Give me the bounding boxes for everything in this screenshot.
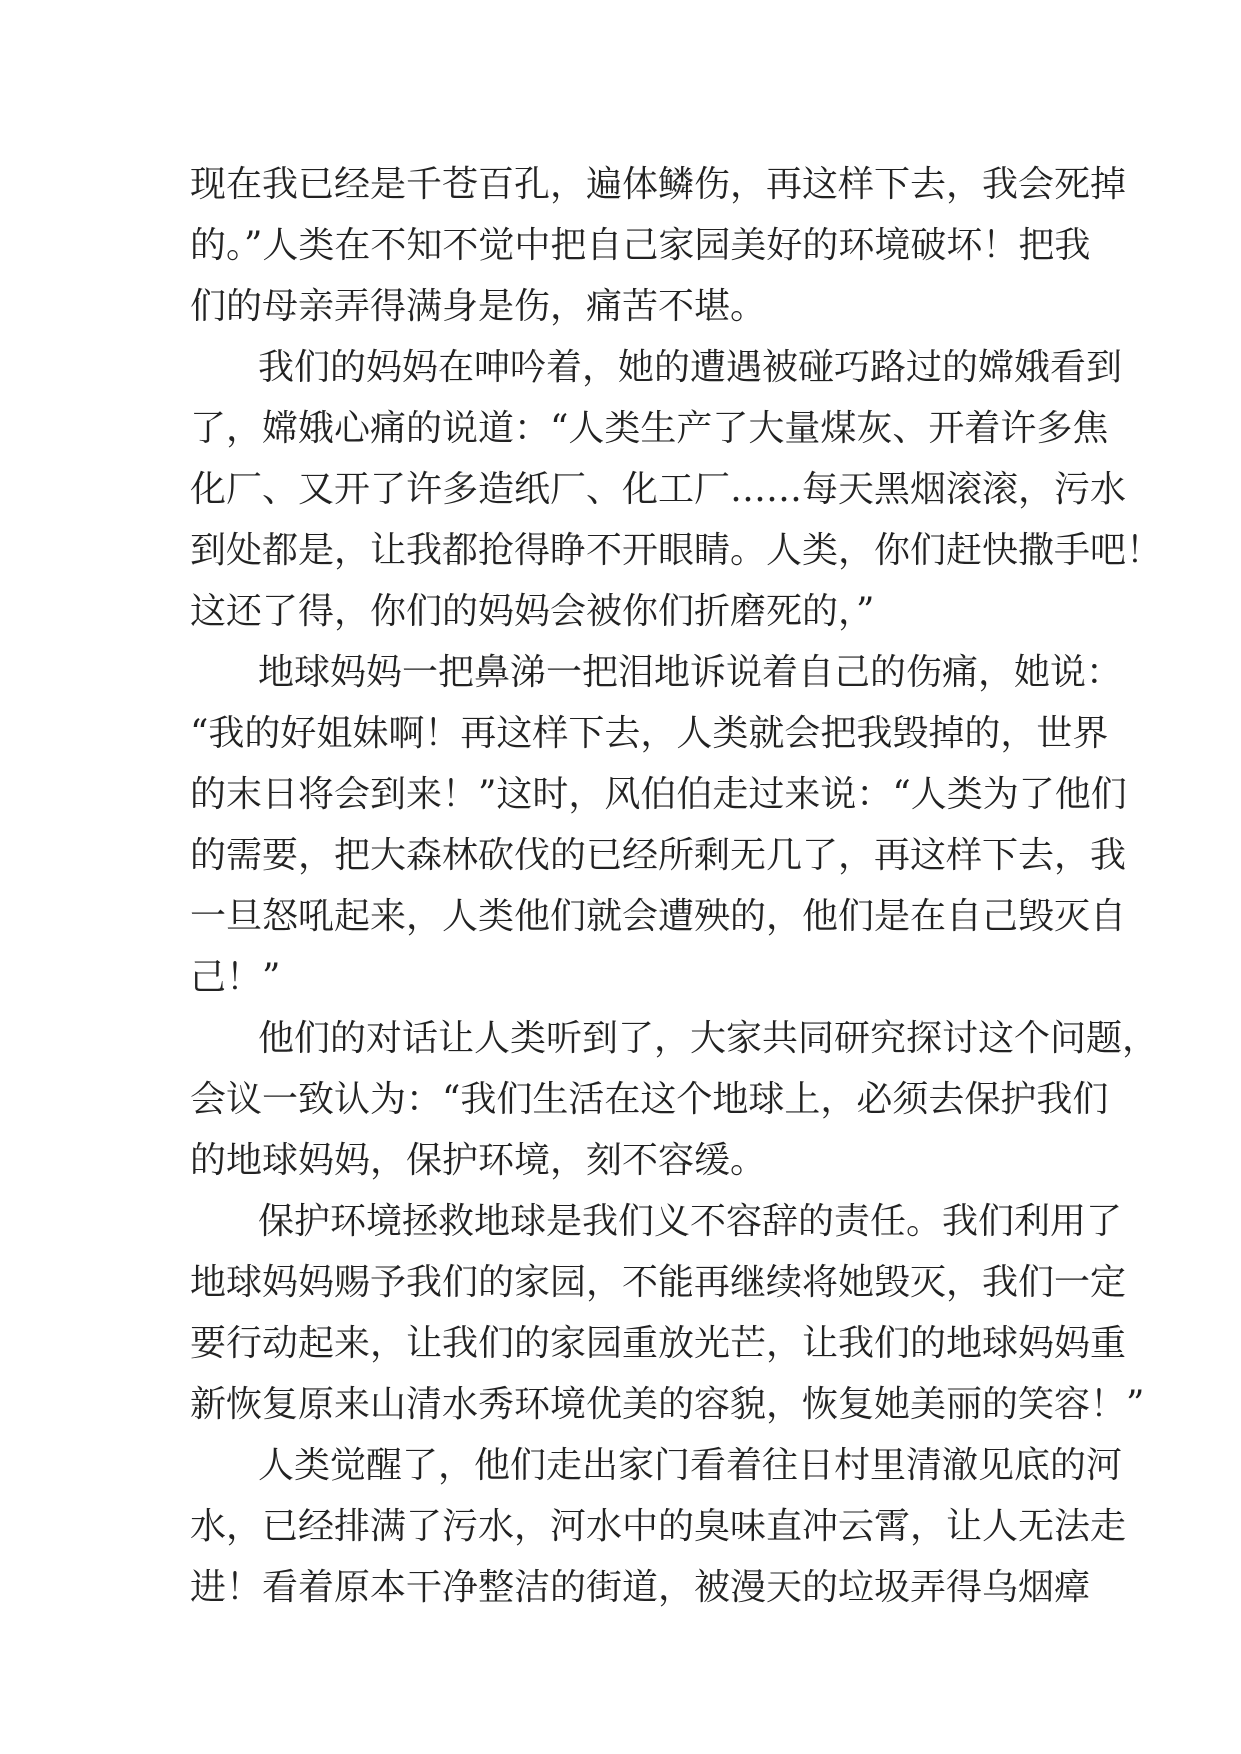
- text-line: 地球妈妈赐予我们的家园，不能再继续将她毁灭，我们一定: [190, 1262, 1127, 1303]
- text-line: 他们的对话让人类听到了，大家共同研究探讨这个问题，: [258, 1018, 1159, 1059]
- text-line: 要行动起来，让我们的家园重放光芒，让我们的地球妈妈重: [190, 1323, 1127, 1364]
- text-line: 的需要，把大森林砍伐的已经所剩无几了，再这样下去，我: [190, 835, 1127, 876]
- text-line: 人类觉醒了，他们走出家门看着往日村里清澈见底的河: [258, 1445, 1123, 1486]
- text-line: 这还了得，你们的妈妈会被你们折磨死的，”: [190, 591, 875, 632]
- document-body: [190, 154, 1163, 1618]
- text-line: 一旦怒吼起来，人类他们就会遭殃的，他们是在自己毁灭自: [190, 896, 1127, 937]
- text-line: 的末日将会到来！”这时，风伯伯走过来说：“人类为了他们: [190, 774, 1127, 815]
- text-line: 到处都是，让我都抢得睁不开眼睛。人类，你们赶快撒手吧！: [190, 530, 1163, 571]
- text-line: 进！看着原本干净整洁的街道，被漫天的垃圾弄得乌烟瘴: [190, 1567, 1091, 1608]
- text-line: 了，嫦娥心痛的说道：“人类生产了大量煤灰、开着许多焦: [190, 408, 1109, 449]
- text-line: “我的好姐妹啊！再这样下去，人类就会把我毁掉的，世界: [190, 713, 1109, 754]
- text-line: 化厂、又开了许多造纸厂、化工厂……每天黑烟滚滚，污水: [190, 469, 1127, 510]
- text-line: 保护环境拯救地球是我们义不容辞的责任。我们利用了: [258, 1201, 1123, 1242]
- text-line: 地球妈妈一把鼻涕一把泪地诉说着自己的伤痛，她说：: [258, 652, 1123, 693]
- text-line: 水，已经排满了污水，河水中的臭味直冲云霄，让人无法走: [190, 1506, 1127, 1547]
- text-line: 的地球妈妈，保护环境，刻不容缓。: [190, 1140, 767, 1181]
- text-line: 新恢复原来山清水秀环境优美的容貌，恢复她美丽的笑容！”: [190, 1384, 1145, 1425]
- text-line: 我们的妈妈在呻吟着，她的遭遇被碰巧路过的嫦娥看到: [258, 347, 1123, 388]
- text-line: 会议一致认为：“我们生活在这个地球上，必须去保护我们: [190, 1079, 1109, 1120]
- text-line: 己！”: [190, 957, 281, 998]
- text-line: 现在我已经是千苍百孔，遍体鳞伤，再这样下去，我会死掉: [190, 164, 1127, 205]
- text-line: 们的母亲弄得满身是伤，痛苦不堪。: [190, 286, 767, 327]
- text-line: 的。”人类在不知不觉中把自己家园美好的环境破坏！把我: [190, 225, 1091, 266]
